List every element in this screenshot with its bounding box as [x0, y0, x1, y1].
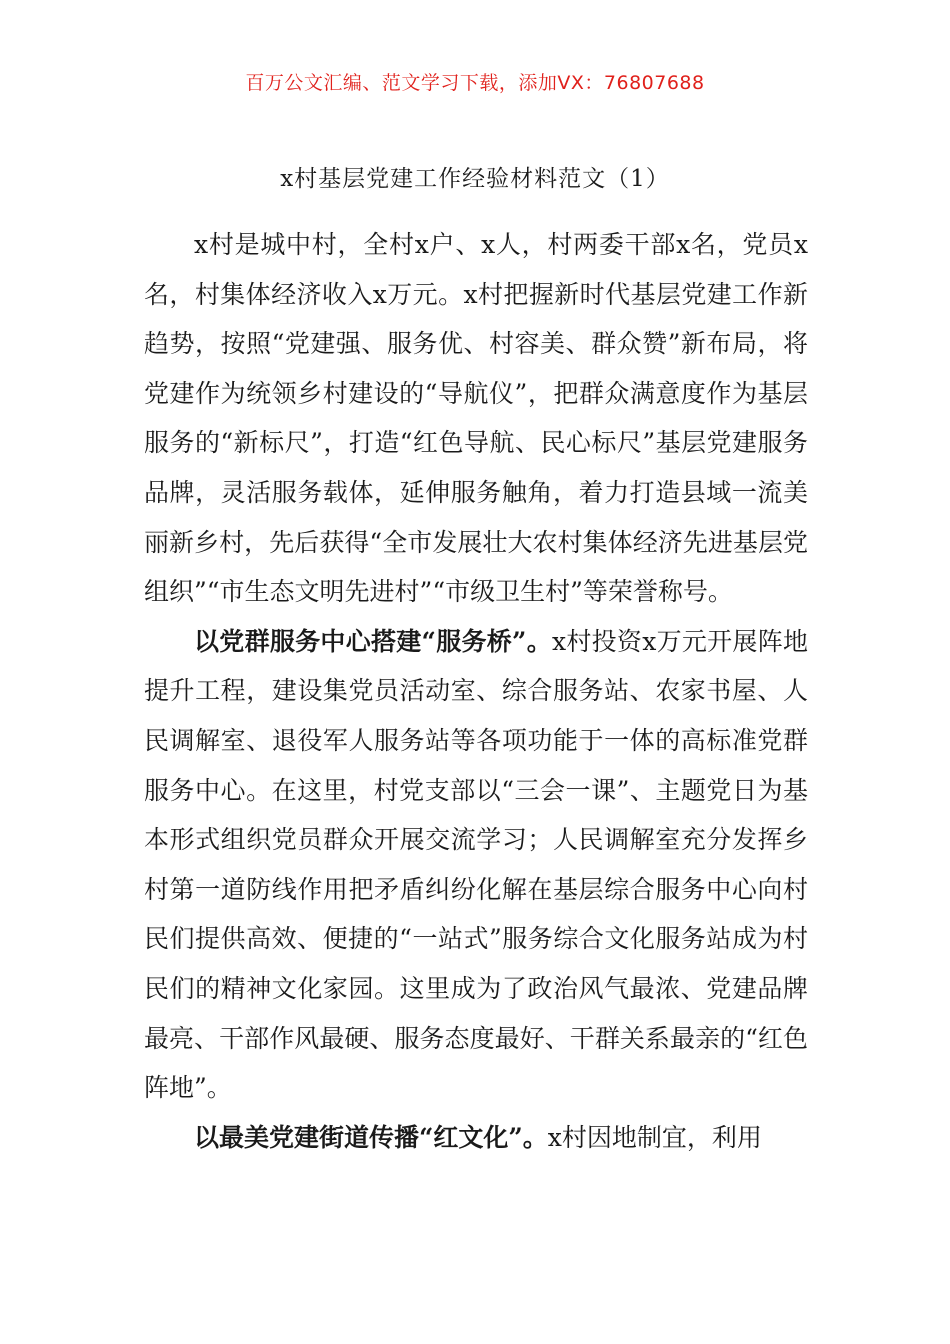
header-notice: 百万公文汇编、范文学习下载，添加VX：76807688 — [245, 72, 705, 94]
paragraph — [144, 1113, 808, 1163]
paragraph-text: x村是城中村，全村x户、x人，村两委干部x名，党员x名，村集体经济收入x万元。x村把握新时代基层党建工作新趋势，按照“党建强、服务优、村容美、群众赞”新布局，将党建作为统领乡村建设的“导航仪”，把群众满意度作为基层服务的“新标尺”，打造“红色导航、民心标尺”基层党建服务品牌，灵活服务载体，延伸服务触角，着力打造县域一流美丽新乡村，先后获得“全市发展壮大农村集体经济先进基层党组织”“市生态文明先进村”“市级卫生村”等荣誉称号。 — [144, 230, 808, 607]
document-title: x村基层党建工作经验材料范文（1） — [280, 166, 670, 192]
paragraph — [144, 617, 808, 1113]
paragraph-text: x村投资x万元开展阵地提升工程，建设集党员活动室、综合服务站、农家书屋、人民调解室、退役军人服务站等各项功能于一体的高标准党群服务中心。在这里，村党支部以“三会一课”、主题党日为基本形式组织党员群众开展交流学习；人民调解室充分发挥乡村第一道防线作用把矛盾纠纷化解在基层综合服务中心向村民们提供高效、便捷的“一站式”服务综合文化服务站成为村民们的精神文化家园。这里成为了政治风气最浓、党建品牌最亮、干部作风最硬、服务态度最好、干群关系最亲的“红色阵地”。 — [144, 626, 808, 1103]
paragraph-lead: 以最美党建街道传播“红文化”。 — [194, 1122, 548, 1152]
document-body — [144, 220, 808, 1162]
paragraph-lead: 以党群服务中心搭建“服务桥”。 — [194, 626, 552, 656]
paragraph — [144, 220, 808, 617]
paragraph-text: x村因地制宜，利用 — [547, 1122, 762, 1152]
